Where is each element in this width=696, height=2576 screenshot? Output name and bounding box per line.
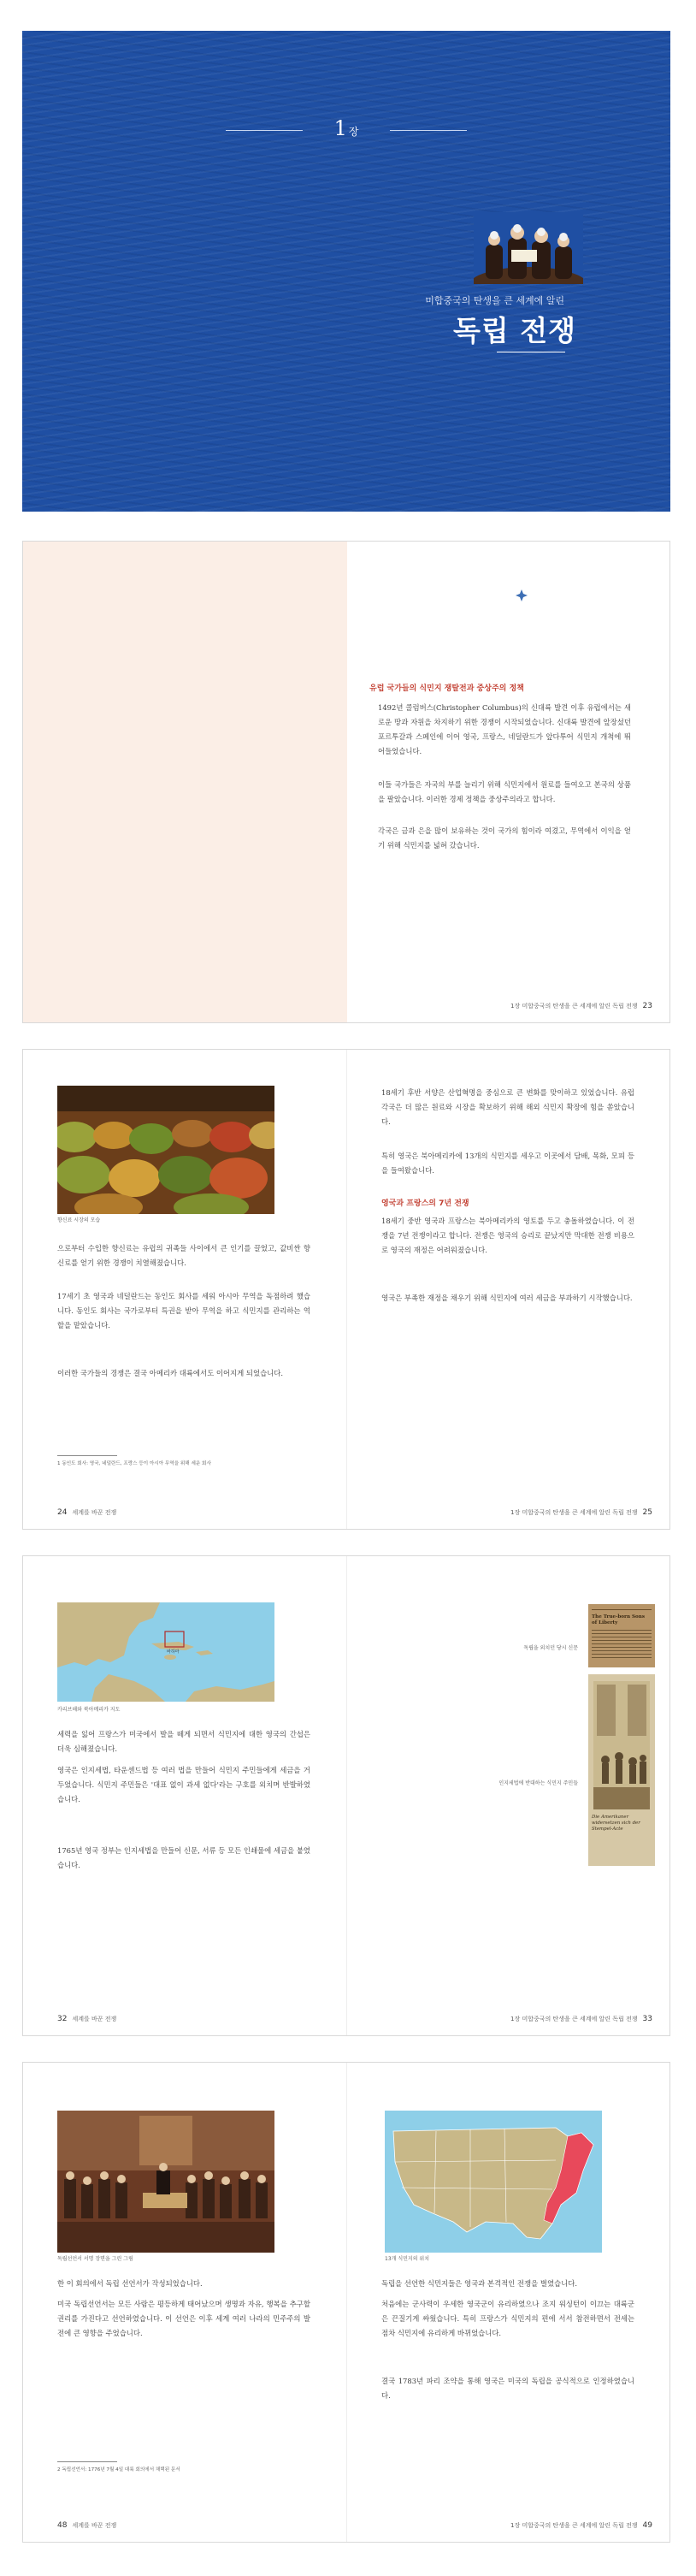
left-page-48 [23,2063,347,2542]
folio-title: 세계를 바꾼 전쟁 [72,2522,117,2529]
body-paragraph-1: 18세기 후반 서양은 산업혁명을 중심으로 큰 변화를 맞이하고 있었습니다. 유럽 각국은 더 많은 원료와 시장을 확보하기 위해 해외 식민지 확장에 힘을 쏟았습니다. [381,1088,634,1126]
body-paragraph-3: 1765년 영국 정부는 인지세법을 만들어 신문, 서류 등 모든 인쇄물에 세금을 붙였습니다. [57,1846,310,1869]
footnote: 2 독립선언서: 1776년 7월 4일 대륙 회의에서 채택된 문서 [57,2467,180,2472]
section-heading: 영국과 프랑스의 7년 전쟁 [381,1199,469,1208]
spread-pages-32-33 [22,1555,670,2036]
body-paragraph-1: 으로부터 수입한 향신료는 유럽의 귀족들 사이에서 큰 인기를 끌었고, 값비싼 향신료를 얻기 위한 경쟁이 치열해졌습니다. [57,1244,310,1267]
page-number: 49 [642,2521,652,2530]
folio-left [57,1508,116,1517]
declaration-signing-painting [57,2111,274,2253]
page-number: 33 [642,2015,652,2023]
folio-title: 1장 미합중국의 탄생을 큰 세계에 알린 독립 전쟁 [510,2522,638,2529]
footnote: 1 동인도 회사: 영국, 네덜란드, 프랑스 등이 아시아 무역을 위해 세운 회사 [57,1461,211,1466]
body-paragraph-1: 한 이 회의에서 독립 선언서가 작성되었습니다. [57,2279,203,2288]
page-number: 25 [642,1508,652,1517]
folio-right [510,2015,652,2023]
map-label: 바하마 [167,1649,180,1655]
map-caption: 13개 식민지의 위치 [385,2256,430,2262]
etching-inscription: Die Amerikaner widersetzen sich der Stempel-Acte [592,1815,640,1832]
newspaper-heading: The True-born Sons of Liberty [592,1614,645,1626]
folio-left [57,2015,116,2023]
body-paragraph-3: 각국은 금과 은을 많이 보유하는 것이 국가의 힘이라 여겼고, 무역에서 이익을 얻기 위해 식민지를 넓혀 갔습니다. [378,826,631,850]
footnote-rule [57,1455,117,1456]
folio-left [57,2521,116,2530]
right-page-25 [347,1050,671,1529]
page-number: 48 [57,2521,68,2530]
body-paragraph-4: 영국은 부족한 재정을 채우기 위해 식민지에 여러 세금을 부과하기 시작했습니다. [381,1294,633,1302]
spread-pages-48-49 [22,2062,670,2543]
cover-subtitle: 미합중국의 탄생을 큰 세계에 알린 [425,295,564,306]
body-paragraph-3: 결국 1783년 파리 조약을 통해 영국은 미국의 독립을 공식적으로 인정하였습니다. [381,2377,634,2400]
body-paragraph-2: 미국 독립선언서는 모든 사람은 평등하게 태어났으며 생명과 자유, 행복을 추구할 권리를 가진다고 선언하였습니다. 이 선언은 이후 세계 여러 나라의 민주주의 발전에 큰 영향을 주었습니다. [57,2300,310,2337]
body-paragraph-3: 이러한 국가들의 경쟁은 결국 아메리카 대륙에서도 이어지게 되었습니다. [57,1369,284,1377]
body-paragraph-2: 영국은 인지세법, 타운센드법 등 여러 법을 만들어 식민지 주민들에게 세금을 거두었습니다. 식민지 주민들은 '대표 없이 과세 없다'라는 구호를 외치며 반발하였습니다. [57,1766,310,1803]
body-paragraph-2: 17세기 초 영국과 네덜란드는 동인도 회사를 세워 아시아 무역을 독점하려 했습니다. 동인도 회사는 국가로부터 특권을 받아 무역을 하고 식민지를 관리하는 역할을 맡았습니다. [57,1292,310,1329]
left-page-32 [23,1556,347,2035]
stamp-act-protest-etching [588,1674,655,1866]
folio-title: 1장 미합중국의 탄생을 큰 세계에 알린 독립 전쟁 [510,2016,638,2022]
thirteen-colonies-map [385,2111,602,2253]
page-number: 23 [642,1002,652,1010]
newspaper-caption: 독립을 외치던 당시 신문 [523,1645,578,1651]
liberty-newspaper-image [588,1604,655,1667]
body-paragraph-2: 이들 국가들은 자국의 부를 늘리기 위해 식민지에서 원료를 들여오고 본국의 상품을 팔았습니다. 이러한 경제 정책을 중상주의라고 합니다. [378,780,631,803]
etching-caption: 인지세법에 반대하는 식민지 주민들 [498,1780,578,1786]
folio-title: 세계를 바꾼 전쟁 [72,2016,117,2022]
body-paragraph-2: 처음에는 군사력이 우세한 영국군이 유리하였으나 조지 워싱턴이 이끄는 대륙군은 끈질기게 싸웠습니다. 특히 프랑스가 식민지의 편에 서서 참전하면서 전세는 점차 식민지에 유리하게 바뀌었습니다. [381,2300,634,2337]
right-page-49 [347,2063,671,2542]
body-paragraph-3: 18세기 중반 영국과 프랑스는 북아메리카의 영토를 두고 충돌하였습니다. 이 전쟁을 7년 전쟁이라고 합니다. 전쟁은 영국의 승리로 끝났지만 막대한 전쟁 비용으로 영국의 재정은 어려워졌습니다. [381,1217,634,1254]
founding-fathers-illustration [474,212,583,284]
body-paragraph-1: 1492년 콜럼버스(Christopher Columbus)의 신대륙 발견 이후 유럽에서는 새로운 땅과 자원을 차지하기 위한 경쟁이 시작되었습니다. 신대륙 발견에 앞장섰던 포르투갈과 스페인에 이어 영국, 프랑스, 네덜란드가 앞다투어 식민지 개척에 뛰어들었습니다. [378,703,631,755]
left-page-blank [23,542,347,1022]
folio-right [510,2521,652,2530]
map-caption: 카리브해와 북아메리카 지도 [57,1707,121,1713]
folio-right [510,1508,652,1517]
folio-right [510,1002,652,1010]
section-heading: 유럽 국가들의 식민지 쟁탈전과 중상주의 정책 [369,684,524,693]
photo-caption: 향신료 시장의 모습 [57,1217,101,1223]
folio-title: 1장 미합중국의 탄생을 큰 세계에 알린 독립 전쟁 [510,1509,638,1516]
chapter-number [22,116,670,140]
body-paragraph-1: 세력을 잃어 프랑스가 미국에서 발을 떼게 되면서 식민지에 대한 영국의 간섭은 더욱 심해졌습니다. [57,1730,310,1753]
right-page-33 [347,1556,671,2035]
right-page-23 [347,542,671,1022]
body-paragraph-1: 독립을 선언한 식민지들은 영국과 본격적인 전쟁을 벌였습니다. [381,2279,577,2288]
caribbean-map [57,1602,274,1702]
footnote-rule [57,2461,117,2462]
chapter-cover [22,31,670,512]
page-number: 32 [57,2015,68,2023]
spread-pages-24-25 [22,1049,670,1530]
cover-title: 독립 전쟁 [452,314,576,347]
spice-market-photo [57,1086,274,1214]
chapter-suffix: 장 [348,126,359,138]
left-page-24 [23,1050,347,1529]
compass-ornament-icon [516,589,528,601]
body-paragraph-2: 특히 영국은 북아메리카에 13개의 식민지를 세우고 이곳에서 담배, 목화, 모피 등을 들여왔습니다. [381,1152,634,1175]
painting-caption: 독립선언서 서명 장면을 그린 그림 [57,2256,133,2262]
page-number: 24 [57,1508,68,1517]
chapter-number-value: 1 [333,116,347,140]
spread-pages-22-23 [22,541,670,1023]
folio-title: 세계를 바꾼 전쟁 [72,1509,117,1516]
folio-title: 1장 미합중국의 탄생을 큰 세계에 알린 독립 전쟁 [510,1003,638,1010]
